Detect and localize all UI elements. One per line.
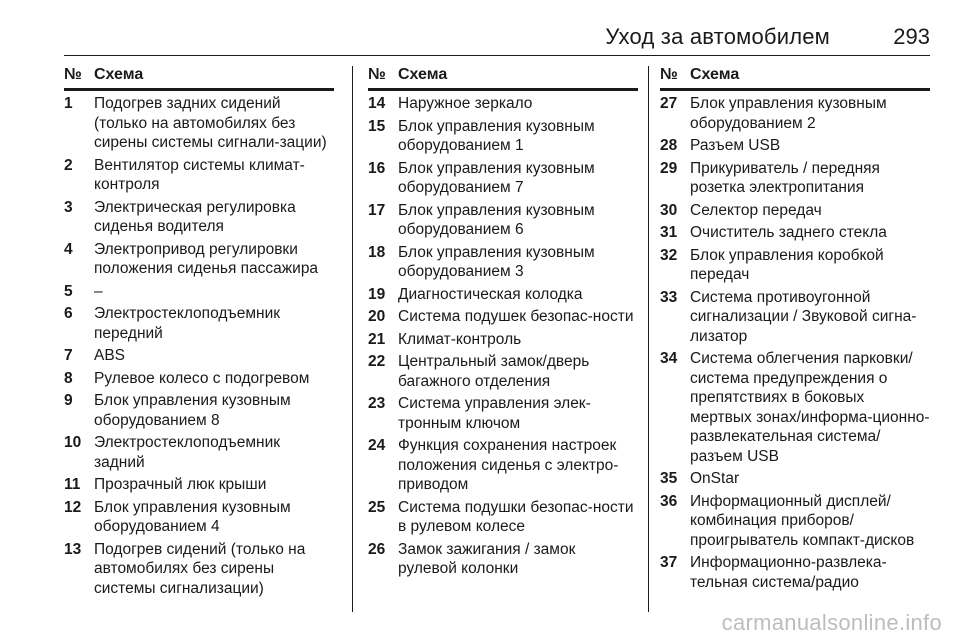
item-number: 29 <box>660 159 678 177</box>
column-2 <box>368 62 638 579</box>
list-item <box>660 288 930 347</box>
list-item <box>660 469 930 489</box>
item-text: Система облегчения парковки/ система предупреждения о препятствиях в боковых мертвых зонах/информа-ционно-развлекательная система/разъем USB <box>690 350 930 465</box>
item-text: Электрическая регулировка сиденья водителя <box>94 198 296 235</box>
item-text: Система управления элек-тронным ключом <box>398 395 591 432</box>
list-item <box>64 369 334 389</box>
list-item <box>64 198 334 237</box>
column-divider <box>352 66 353 612</box>
list-item <box>368 117 638 156</box>
item-number: 21 <box>368 330 386 348</box>
item-text: Блок управления кузовным оборудованием 4 <box>94 498 291 535</box>
item-text: Наружное зеркало <box>398 95 533 112</box>
item-number: 25 <box>368 498 386 516</box>
item-number: 16 <box>368 159 386 177</box>
item-text: Прикуриватель / передняя розетка электропитания <box>690 159 880 196</box>
column-header-num: № <box>368 66 386 83</box>
item-number: 27 <box>660 95 678 112</box>
list-item <box>368 436 638 495</box>
item-number: 33 <box>660 288 678 306</box>
item-text: Вентилятор системы климат-контроля <box>94 156 305 193</box>
item-text: Система подушки безопас-ности в рулевом колесе <box>398 498 634 535</box>
item-text: Центральный замок/дверь багажного отделения <box>398 353 590 390</box>
list-item <box>660 94 930 133</box>
list-item <box>368 94 638 114</box>
item-number: 6 <box>64 305 73 322</box>
item-text: Функция сохранения настроек положения сиденья с электро-приводом <box>398 437 619 493</box>
column-header-scheme: Схема <box>690 66 740 83</box>
item-number: 20 <box>368 308 386 325</box>
item-text: Диагностическая колодка <box>398 285 583 303</box>
column-3 <box>660 62 930 592</box>
item-number: 34 <box>660 350 678 367</box>
item-text: Замок зажигания / замок рулевой колонки <box>398 540 576 577</box>
item-number: 32 <box>660 246 678 264</box>
item-number: 24 <box>368 437 386 454</box>
item-number: 31 <box>660 224 678 241</box>
item-number: 18 <box>368 243 386 261</box>
column-header <box>660 62 930 91</box>
item-text: Электростеклоподъемник задний <box>94 434 281 471</box>
list-item <box>64 94 334 153</box>
list-item <box>660 553 930 592</box>
item-number: 19 <box>368 285 386 303</box>
item-text: Электростеклоподъемник передний <box>94 305 281 342</box>
item-number: 13 <box>64 540 82 558</box>
column-header <box>368 62 638 91</box>
item-text: Блок управления кузовным оборудованием 6 <box>398 201 595 238</box>
item-text: Информационно-развлека-тельная система/радио <box>690 554 887 591</box>
list-item <box>64 240 334 279</box>
item-number: 17 <box>368 201 386 219</box>
item-number: 9 <box>64 392 73 409</box>
list-item <box>660 201 930 221</box>
item-text: Очиститель заднего стекла <box>690 224 887 241</box>
item-text: Блок управления кузовным оборудованием 8 <box>94 392 291 429</box>
column-divider <box>648 66 649 612</box>
list-item <box>660 136 930 156</box>
item-number: 11 <box>64 476 81 493</box>
page-title: Уход за автомобилем <box>605 24 830 49</box>
item-text: Разъем USB <box>690 137 781 154</box>
item-text: Селектор передач <box>690 201 822 219</box>
item-number: 26 <box>368 540 386 558</box>
list-item <box>660 349 930 466</box>
list-item <box>368 540 638 579</box>
column-header-scheme: Схема <box>398 66 448 83</box>
column-1 <box>64 62 334 598</box>
list-item <box>368 243 638 282</box>
item-text: Подогрев задних сидений (только на автомобилях без сирены системы сигнали-зации) <box>94 95 327 151</box>
item-text: Блок управления коробкой передач <box>690 246 884 283</box>
page-number: 293 <box>893 24 930 49</box>
item-number: 1 <box>64 95 73 112</box>
list-item <box>660 492 930 551</box>
item-number: 2 <box>64 156 73 174</box>
item-number: 10 <box>64 434 82 451</box>
item-text: Климат-контроль <box>398 330 522 348</box>
item-number: 5 <box>64 282 73 300</box>
item-text: Система подушек безопас-ности <box>398 308 634 325</box>
item-number: 7 <box>64 347 73 364</box>
list-item <box>660 159 930 198</box>
list-item <box>64 540 334 599</box>
column-header-num: № <box>64 66 82 83</box>
item-number: 15 <box>368 117 386 135</box>
column-header-num: № <box>660 66 678 83</box>
list-item <box>64 304 334 343</box>
list-item <box>64 475 334 495</box>
item-number: 37 <box>660 554 678 571</box>
item-text: OnStar <box>690 470 740 487</box>
item-text: Электропривод регулировки положения сиденья пассажира <box>94 240 319 277</box>
column-header <box>64 62 334 91</box>
list-item <box>64 498 334 537</box>
list-item <box>660 223 930 243</box>
list-item <box>368 159 638 198</box>
item-text: Рулевое колесо с подогревом <box>94 369 310 387</box>
item-number: 3 <box>64 198 73 216</box>
item-number: 8 <box>64 369 73 387</box>
item-number: 23 <box>368 395 386 412</box>
column-header-scheme: Схема <box>94 66 144 83</box>
item-text: Блок управления кузовным оборудованием 1 <box>398 117 595 154</box>
list-item <box>64 346 334 366</box>
item-text: Система противоугонной сигнализации / Звуковой сигна-лизатор <box>690 288 917 345</box>
watermark: carmanualsonline.info <box>721 610 942 635</box>
list-item <box>368 307 638 327</box>
header-rule <box>64 55 930 56</box>
list-item <box>64 156 334 195</box>
list-item <box>368 285 638 305</box>
list-item <box>368 352 638 391</box>
item-number: 28 <box>660 137 678 154</box>
list-item <box>660 246 930 285</box>
item-text: Блок управления кузовным оборудованием 7 <box>398 159 595 196</box>
item-number: 22 <box>368 353 386 370</box>
item-text: Прозрачный люк крыши <box>94 476 267 493</box>
item-number: 12 <box>64 498 82 516</box>
item-number: 4 <box>64 240 73 258</box>
item-text: Блок управления кузовным оборудованием 2 <box>690 95 887 132</box>
item-text: Подогрев сидений (только на автомобилях без сирены системы сигнализации) <box>94 540 306 597</box>
item-number: 36 <box>660 492 678 510</box>
item-text: – <box>94 282 103 300</box>
list-item <box>368 498 638 537</box>
item-number: 14 <box>368 95 386 112</box>
item-number: 30 <box>660 201 678 219</box>
item-number: 35 <box>660 470 678 487</box>
list-item <box>64 391 334 430</box>
list-item <box>368 394 638 433</box>
page-header <box>64 0 930 64</box>
list-item <box>368 201 638 240</box>
list-item <box>64 282 334 302</box>
list-item <box>64 433 334 472</box>
item-text: Информационный дисплей/ комбинация приборов/ проигрыватель компакт-дисков <box>690 492 915 549</box>
item-text: ABS <box>94 347 126 364</box>
item-text: Блок управления кузовным оборудованием 3 <box>398 243 595 280</box>
list-item <box>368 330 638 350</box>
